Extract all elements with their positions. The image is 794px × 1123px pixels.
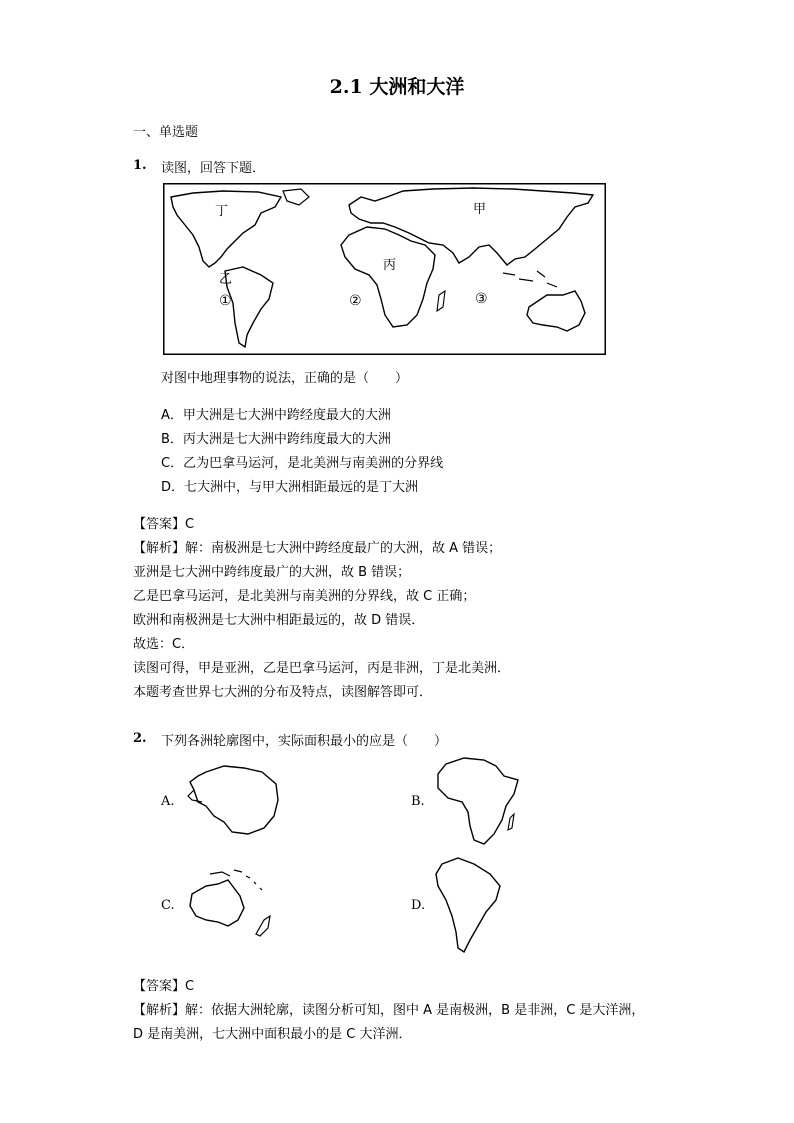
world-map [163, 183, 606, 355]
map-label-jia: 甲 [473, 202, 487, 217]
q2-option-a-label: A. [161, 794, 175, 809]
q2-option-d-label: D. [411, 898, 426, 913]
q1-analysis-line: 乙是巴拿马运河，是北美洲与南美洲的分界线，故 C 正确； [133, 589, 476, 604]
map-label-ocean-2: ② [349, 293, 362, 309]
q1-stem: 读图，回答下题． [161, 161, 266, 176]
q1-analysis-line: 亚洲是七大洲中跨纬度最广的大洲，故 B 错误； [133, 565, 411, 580]
section-heading: 一、单选题 [133, 125, 199, 140]
q2-analysis-line: 【解析】解：依据大洲轮廓，读图分析可知，图中 A 是南极洲，B 是非洲，C 是大洋洲， [133, 1003, 645, 1018]
map-label-ocean-3: ③ [475, 291, 488, 307]
antarctica-outline [184, 762, 284, 838]
q2-number: 2. [133, 731, 147, 746]
q2-option-c-label: C. [161, 898, 175, 913]
q1-analysis-line: 读图可得，甲是亚洲，乙是巴拿马运河，丙是非洲，丁是北美洲． [133, 661, 511, 676]
q1-option-c: C．乙为巴拿马运河，是北美洲与南美洲的分界线 [161, 456, 444, 471]
map-label-yi: 乙 [219, 272, 233, 287]
q1-analysis-line: 故选：C． [133, 637, 195, 652]
q1-number: 1. [133, 158, 147, 173]
map-label-ding: 丁 [215, 204, 229, 219]
q1-option-d: D．七大洲中，与甲大洲相距最远的是丁大洲 [161, 480, 419, 495]
q1-answer: 【答案】C [133, 517, 195, 532]
map-label-ocean-1: ① [219, 293, 232, 309]
oceania-outline [184, 864, 284, 944]
q2-stem: 下列各洲轮廓图中，实际面积最小的应是（ ） [161, 734, 448, 749]
q1-option-b: B．丙大洲是七大洲中跨纬度最大的大洲 [161, 432, 391, 447]
q1-analysis-line: 欧洲和南极洲是七大洲中相距最远的，故 D 错误． [133, 613, 425, 628]
map-label-bing: 丙 [383, 258, 397, 273]
africa-outline [434, 756, 524, 848]
q1-analysis-line: 本题考查世界七大洲的分布及特点，读图解答即可． [133, 685, 433, 700]
q1-option-a: A．甲大洲是七大洲中跨经度最大的大洲 [161, 408, 391, 423]
q2-analysis-line: D 是南美洲，七大洲中面积最小的是 C 大洋洲． [133, 1027, 412, 1042]
q2-option-b-label: B. [411, 794, 425, 809]
south-america-outline [434, 856, 504, 956]
q2-answer: 【答案】C [133, 979, 195, 994]
q1-analysis-line: 【解析】解：南极洲是七大洲中跨经度最广的大洲，故 A 错误； [133, 541, 502, 556]
page-title: 2.1 大洲和大洋 [329, 76, 465, 98]
q1-question: 对图中地理事物的说法，正确的是（ ） [161, 371, 409, 386]
